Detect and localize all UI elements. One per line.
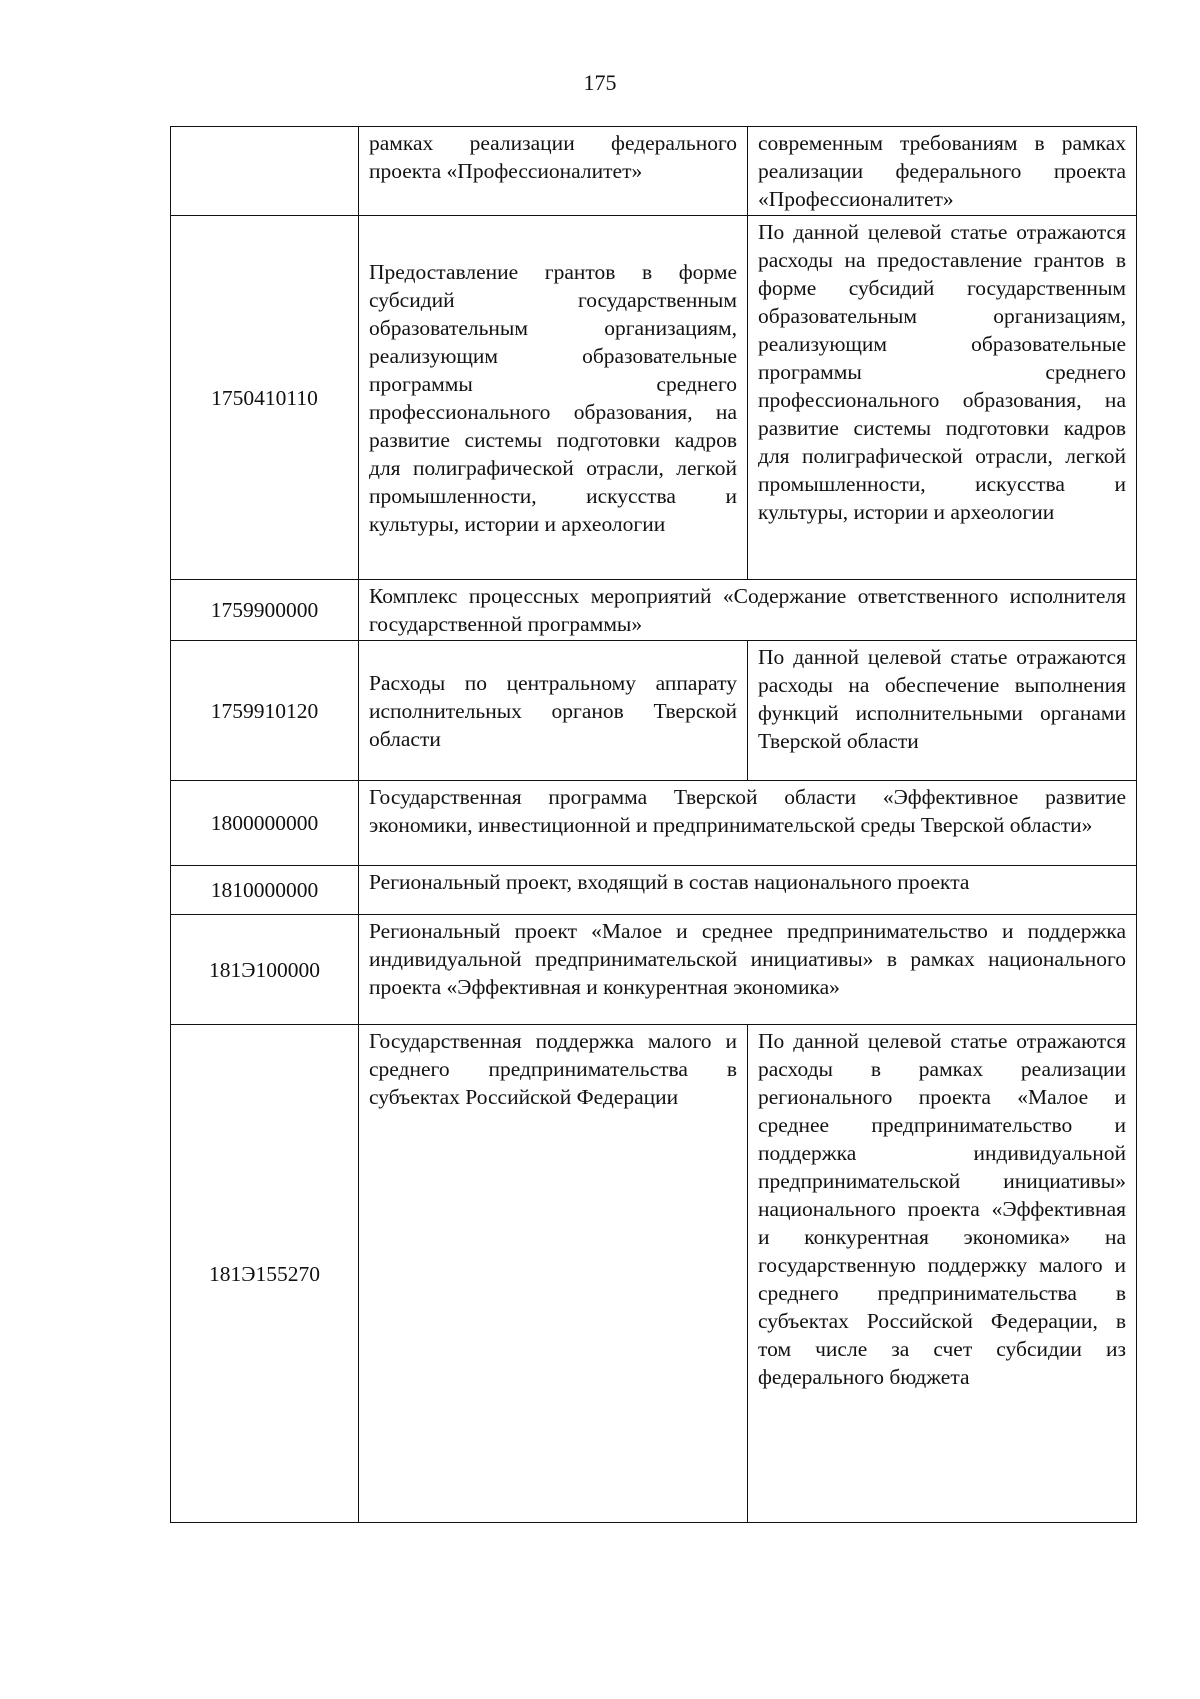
section-title-cell: Комплекс процессных мероприятий «Содержание ответственного исполнителя государственной программы»	[359, 580, 1137, 641]
code-cell: 181Э100000	[171, 915, 359, 1025]
table-row	[171, 781, 1137, 866]
section-title-cell: Региональный проект «Малое и среднее предпринимательство и поддержка индивидуальной предпринимательской инициативы» в рамках национального проекта «Эффективная и конкурентная экономика»	[359, 915, 1137, 1025]
code-cell: 1759910120	[171, 641, 359, 781]
name-cell: Государственная поддержка малого и среднего предпринимательства в субъектах Российской Федерации	[359, 1025, 748, 1523]
name-cell: рамках реализации федерального проекта «Профессионалитет»	[359, 127, 748, 216]
name-cell: Расходы по центральному аппарату исполнительных органов Тверской области	[359, 641, 748, 781]
code-cell: 181Э155270	[171, 1025, 359, 1523]
description-cell: По данной целевой статье отражаются расходы на обеспечение выполнения функций исполнительными органами Тверской области	[748, 641, 1137, 781]
table-row	[171, 216, 1137, 580]
section-title-cell: Государственная программа Тверской области «Эффективное развитие экономики, инвестиционной и предпринимательской среды Тверской области»	[359, 781, 1137, 866]
table-row	[171, 866, 1137, 915]
target-articles-table	[170, 126, 1137, 1523]
code-cell: 1750410110	[171, 216, 359, 580]
section-title-cell: Региональный проект, входящий в состав национального проекта	[359, 866, 1137, 915]
table-row	[171, 1025, 1137, 1523]
page-number: 175	[583, 70, 617, 95]
code-cell: 1759900000	[171, 580, 359, 641]
description-cell: По данной целевой статье отражаются расходы в рамках реализации регионального проекта «Малое и среднее предпринимательство и поддержка индивидуальной предпринимательской инициативы» национального проекта «Эффективная и конкурентная экономика» на государственную поддержку малого и среднего предпринимательства в субъектах Российской Федерации, в том числе за счет субсидии из федерального бюджета	[748, 1025, 1137, 1523]
table-row	[171, 127, 1137, 216]
code-cell: 1800000000	[171, 781, 359, 866]
code-cell: 1810000000	[171, 866, 359, 915]
description-cell: По данной целевой статье отражаются расходы на предоставление грантов в форме субсидий государственным образовательным организациям, реализующим образовательные программы среднего профессионального образования, на развитие системы подготовки кадров для полиграфической отрасли, легкой промышленности, искусства и культуры, истории и археологии	[748, 216, 1137, 580]
table-row	[171, 580, 1137, 641]
table-row	[171, 915, 1137, 1025]
code-cell	[171, 127, 359, 216]
description-cell: современным требованиям в рамках реализации федерального проекта «Профессионалитет»	[748, 127, 1137, 216]
table-row	[171, 641, 1137, 781]
name-cell: Предоставление грантов в форме субсидий государственным образовательным организациям, реализующим образовательные программы среднего профессионального образования, на развитие системы подготовки кадров для полиграфической отрасли, легкой промышленности, искусства и культуры, истории и археологии	[359, 216, 748, 580]
